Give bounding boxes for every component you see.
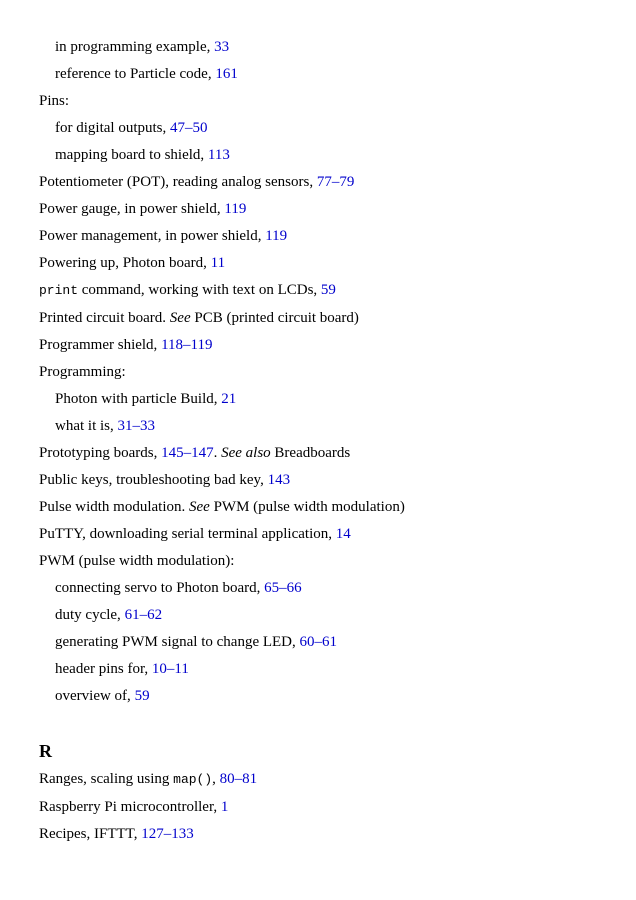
index-entry: Photon with particle Build, 21 <box>55 391 237 407</box>
index-entry: Power gauge, in power shield, 119 <box>39 201 247 217</box>
page-link[interactable]: 145–147 <box>161 445 214 461</box>
index-entry: Prototyping boards, 145–147. See also Breadboards <box>39 445 351 461</box>
index-entry: Powering up, Photon board, 11 <box>39 255 226 271</box>
page-link[interactable]: 119 <box>224 201 247 217</box>
index-entry: duty cycle, 61–62 <box>55 607 163 623</box>
index-entry: generating PWM signal to change LED, 60–61 <box>55 634 338 650</box>
page-link[interactable]: 118–119 <box>161 337 213 353</box>
page-link[interactable]: 31–33 <box>117 418 155 434</box>
page-link[interactable]: 80–81 <box>219 771 258 787</box>
page-link[interactable]: 143 <box>267 472 291 488</box>
index-entry: reference to Particle code, 161 <box>55 66 238 82</box>
index-entry: Potentiometer (POT), reading analog sensors, 77–79 <box>39 174 355 190</box>
page-link[interactable]: 1 <box>220 799 229 815</box>
index-heading-entry: PWM (pulse width modulation): <box>39 553 235 569</box>
index-entry: in programming example, 33 <box>55 39 230 55</box>
page-link[interactable]: 77–79 <box>316 174 355 190</box>
index-entry: Pulse width modulation. See PWM (pulse width modulation) <box>39 499 405 515</box>
page-link[interactable]: 14 <box>335 526 351 542</box>
code-term: map() <box>173 772 213 787</box>
page-link[interactable]: 21 <box>221 391 237 407</box>
index-entry: Programmer shield, 118–119 <box>39 337 213 353</box>
index-entry: Public keys, troubleshooting bad key, 143 <box>39 472 291 488</box>
index-entry: what it is, 31–33 <box>55 418 155 434</box>
index-entry: header pins for, 10–11 <box>55 661 189 677</box>
page-link[interactable]: 11 <box>210 255 226 271</box>
index-entry: Power management, in power shield, 119 <box>39 228 288 244</box>
index-entry: PuTTY, downloading serial terminal application, 14 <box>39 526 351 542</box>
section-letter-heading: R <box>39 741 52 761</box>
see-reference: See <box>189 499 210 515</box>
index-heading-entry: Programming: <box>39 364 126 380</box>
index-entry: print command, working with text on LCDs, 59 <box>39 282 336 298</box>
index-entry: mapping board to shield, 113 <box>55 147 230 163</box>
page-link[interactable]: 60–61 <box>299 634 338 650</box>
see-also-reference: See also <box>221 445 271 461</box>
page-link[interactable]: 113 <box>207 147 230 163</box>
index-entry: connecting servo to Photon board, 65–66 <box>55 580 302 596</box>
index-entry: Ranges, scaling using map(), 80–81 <box>39 771 258 787</box>
page-link[interactable]: 127–133 <box>141 826 194 842</box>
page-link[interactable]: 10–11 <box>151 661 189 677</box>
see-reference: See <box>169 310 191 326</box>
page-link[interactable]: 61–62 <box>124 607 163 623</box>
page-link[interactable]: 65–66 <box>264 580 302 596</box>
page-link[interactable]: 33 <box>214 39 230 55</box>
index-entry: for digital outputs, 47–50 <box>55 120 208 136</box>
code-term: print <box>39 283 79 298</box>
index-entry: Raspberry Pi microcontroller, 1 <box>39 799 229 815</box>
page-link[interactable]: 47–50 <box>170 120 208 136</box>
index-entry: Recipes, IFTTT, 127–133 <box>39 826 194 842</box>
index-heading-entry: Pins: <box>39 93 70 109</box>
index-entry: Printed circuit board. See PCB (printed circuit board) <box>39 310 359 326</box>
page-link[interactable]: 119 <box>265 228 288 244</box>
page-link[interactable]: 59 <box>320 282 336 298</box>
index-entry: overview of, 59 <box>55 688 150 704</box>
page-link[interactable]: 161 <box>215 66 238 82</box>
page-link[interactable]: 59 <box>134 688 150 704</box>
